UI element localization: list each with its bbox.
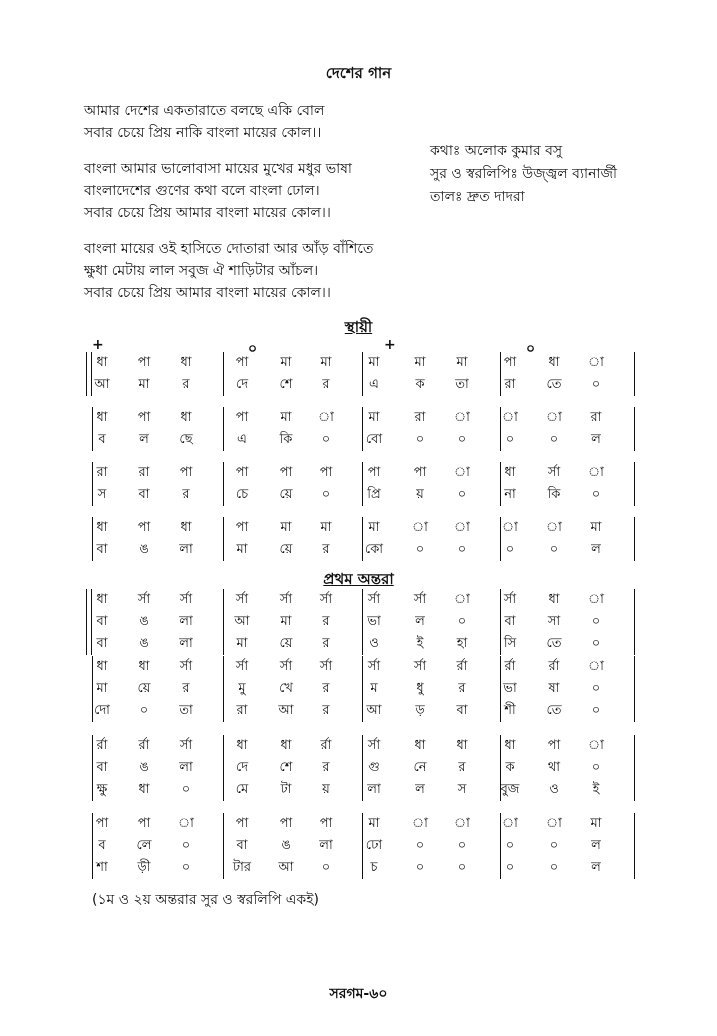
syllable-cell: হা — [456, 636, 468, 651]
swara-cell: া — [588, 465, 604, 480]
taal-credit: তালঃ দ্রুত দাদরা — [430, 189, 525, 205]
syllable-cell: র — [458, 760, 466, 775]
swara-cell: া — [588, 738, 604, 753]
syllable-cell: মা — [236, 636, 248, 651]
swara-cell: পা — [279, 816, 293, 831]
syllable-cell: বা — [96, 614, 108, 629]
lyric-syllable-row — [86, 779, 636, 801]
syllable-cell: ল — [591, 838, 601, 853]
swara-cell: া — [412, 816, 428, 831]
swara-cell: া — [178, 816, 194, 831]
syllable-cell: ০ — [415, 838, 425, 853]
syllable-cell: ০ — [181, 838, 191, 853]
syllable-cell: র — [322, 377, 330, 392]
swara-cell: র্রা — [320, 738, 332, 753]
swara-cell: ধা — [456, 738, 468, 753]
swara-cell: া — [454, 520, 470, 535]
syllable-cell: ০ — [549, 542, 559, 557]
syllable-cell: ০ — [591, 614, 601, 629]
syllable-cell: আ — [366, 703, 382, 718]
swara-cell: র্সা — [179, 659, 193, 674]
swara-cell: ধা — [236, 738, 248, 753]
lyric-line: বাংলা আমার ভালোবাসা মায়ের মুখের মধুর ভাষা — [84, 161, 352, 177]
swara-cell: ধা — [96, 592, 108, 607]
syllable-cell: ০ — [181, 860, 191, 875]
syllable-cell: ল — [591, 432, 601, 447]
swara-cell: রা — [590, 410, 602, 425]
syllable-cell: ০ — [457, 542, 467, 557]
swara-cell: র্সা — [235, 659, 249, 674]
syllable-cell: কি — [279, 432, 293, 447]
syllable-cell: র — [322, 703, 330, 718]
swara-cell: ধা — [96, 410, 108, 425]
syllable-cell: ই — [416, 636, 424, 651]
lyric-syllable-row — [86, 700, 636, 722]
song-title: দেশের গান — [325, 64, 392, 82]
taal-marker: + — [384, 337, 396, 353]
syllable-cell: ল — [415, 782, 425, 797]
syllable-cell: ০ — [321, 487, 331, 502]
credits — [430, 140, 617, 209]
swara-cell: র্সা — [319, 592, 333, 607]
swara-cell: ধা — [280, 738, 292, 753]
syllable-cell: ব — [98, 838, 106, 853]
swara-cell: পা — [179, 465, 193, 480]
lyrics-stanza — [84, 100, 444, 144]
swara-cell: র্সা — [279, 659, 293, 674]
swara-cell: ধা — [504, 465, 516, 480]
swara-cell: া — [546, 520, 562, 535]
syllable-cell: ভা — [367, 614, 381, 629]
swara-row — [86, 735, 636, 757]
swara-cell: পা — [413, 465, 427, 480]
swara-cell: ধা — [96, 520, 108, 535]
syllable-cell: লা — [179, 542, 193, 557]
lyric-line: আমার দেশের একতারাতে বলছে একি বোল — [84, 103, 325, 119]
syllable-cell: ঙ — [139, 614, 149, 629]
lyric-syllable-row — [86, 835, 636, 857]
notation-block — [86, 407, 636, 451]
syllable-cell: লা — [319, 838, 333, 853]
syllable-cell: ঙ — [281, 838, 291, 853]
syllable-cell: শী — [504, 703, 516, 718]
swara-cell: র্সা — [179, 738, 193, 753]
syllable-cell: নে — [413, 760, 427, 775]
swara-cell: মা — [320, 520, 332, 535]
page-number: সরগম-৬০ — [329, 986, 388, 1002]
syllable-cell: টা — [280, 782, 292, 797]
syllable-cell: ই — [592, 782, 600, 797]
syllable-cell: ঙ — [139, 542, 149, 557]
notation-block — [86, 517, 636, 561]
syllable-cell: মা — [236, 542, 248, 557]
syllable-cell: রা — [236, 703, 248, 718]
syllable-cell: লে — [136, 838, 152, 853]
syllable-cell: ড় — [415, 703, 425, 718]
swara-cell: র্সা — [319, 659, 333, 674]
swara-cell: র্সা — [179, 592, 193, 607]
lyric-syllable-row — [86, 678, 636, 700]
swara-cell: র্সা — [547, 465, 561, 480]
syllable-cell: ০ — [505, 860, 515, 875]
swara-cell: ধা — [504, 738, 516, 753]
syllable-cell: তা — [455, 377, 469, 392]
syllable-cell: ০ — [591, 636, 601, 651]
composer-credit: সুর ও স্বরলিপিঃ উজ্জ্বল ব্যানার্জী — [430, 166, 618, 182]
swara-cell: পা — [137, 520, 151, 535]
syllable-cell: য় — [322, 782, 330, 797]
swara-cell: পা — [235, 816, 249, 831]
syllable-cell: ০ — [181, 782, 191, 797]
syllable-cell: সি — [503, 636, 517, 651]
swara-row — [86, 813, 636, 835]
swara-cell: পা — [547, 738, 561, 753]
syllable-cell: ০ — [321, 860, 331, 875]
syllable-cell: স — [457, 782, 467, 797]
swara-cell: র্সা — [279, 592, 293, 607]
swara-cell: ধা — [96, 659, 108, 674]
syllable-cell: ভা — [503, 681, 517, 696]
swara-cell: মা — [280, 520, 292, 535]
syllable-cell: তে — [546, 636, 562, 651]
swara-cell: া — [454, 816, 470, 831]
syllable-cell: র — [322, 760, 330, 775]
syllable-cell: এ — [369, 377, 379, 392]
syllable-cell: ড়ী — [137, 860, 151, 875]
swara-cell: া — [546, 410, 562, 425]
swara-cell: পা — [235, 355, 249, 370]
syllable-cell: তে — [546, 703, 562, 718]
syllable-cell: ক — [415, 377, 425, 392]
swara-cell: পা — [319, 816, 333, 831]
swara-row — [86, 589, 636, 611]
antara-heading: প্রথম অন্তরা — [323, 570, 394, 588]
syllable-cell: ম — [370, 681, 378, 696]
lyric-line: সবার চেয়ে প্রিয় আমার বাংলা মায়ের কোল।। — [84, 285, 331, 301]
syllable-cell: ০ — [591, 487, 601, 502]
syllable-cell: ছে — [179, 432, 193, 447]
syllable-cell: লা — [179, 760, 193, 775]
swara-cell: া — [454, 410, 470, 425]
swara-cell: মা — [456, 355, 468, 370]
lyric-line: সবার চেয়ে প্রিয় নাকি বাংলা মায়ের কোল।। — [84, 125, 322, 141]
syllable-cell: ০ — [549, 432, 559, 447]
syllable-cell: ০ — [457, 432, 467, 447]
lyric-syllable-row — [86, 633, 636, 655]
syllable-cell: তা — [179, 703, 193, 718]
swara-cell: মা — [590, 520, 602, 535]
syllable-cell: প্রি — [367, 487, 381, 502]
syllable-cell: রা — [504, 377, 516, 392]
syllable-cell: আ — [94, 377, 110, 392]
syllable-cell: লা — [179, 636, 193, 651]
syllable-cell: ০ — [505, 542, 515, 557]
syllable-cell: লা — [179, 614, 193, 629]
lyricist-credit: কথাঃ অলোক কুমার বসু — [430, 143, 563, 159]
syllable-cell: র — [322, 542, 330, 557]
swara-row — [86, 656, 636, 678]
lyric-syllable-row — [86, 857, 636, 879]
syllable-cell: ০ — [457, 838, 467, 853]
syllable-cell: ঙ — [139, 760, 149, 775]
swara-cell: র্সা — [367, 738, 381, 753]
syllable-cell: ল — [591, 542, 601, 557]
syllable-cell: ঢো — [365, 838, 383, 853]
syllable-cell: ষা — [548, 681, 560, 696]
swara-cell: পা — [137, 816, 151, 831]
syllable-cell: ০ — [139, 703, 149, 718]
syllable-cell: বা — [96, 636, 108, 651]
lyric-syllable-row — [86, 429, 636, 451]
syllable-cell: ০ — [415, 542, 425, 557]
syllable-cell: থা — [547, 760, 561, 775]
syllable-cell: ক — [505, 760, 515, 775]
notation-block — [86, 589, 636, 655]
syllable-cell: চ — [370, 860, 378, 875]
lyric-line: বাংলাদেশের গুণের কথা বলে বাংলা ঢোল। — [84, 183, 320, 199]
syllable-cell: খে — [279, 681, 293, 696]
lyric-syllable-row — [86, 757, 636, 779]
syllable-cell: ০ — [591, 681, 601, 696]
syllable-cell: বো — [365, 432, 383, 447]
swara-cell: া — [502, 816, 518, 831]
swara-cell: রা — [138, 465, 150, 480]
lyrics-stanza — [84, 238, 444, 304]
swara-cell: র্সা — [413, 592, 427, 607]
swara-cell: া — [412, 520, 428, 535]
lyrics — [84, 100, 444, 318]
taal-marker: ০ — [248, 341, 258, 357]
syllable-cell: য়ে — [279, 487, 293, 502]
swara-cell: র্সা — [235, 592, 249, 607]
swara-cell: মা — [368, 355, 380, 370]
swara-cell: মা — [280, 410, 292, 425]
lyric-line: বাংলা মায়ের ওই হাসিতে দোতারা আর আঁড় বাঁশিতে — [84, 241, 374, 257]
syllable-cell: ০ — [321, 432, 331, 447]
swara-cell: ধা — [96, 355, 108, 370]
syllable-cell: ধা — [138, 782, 150, 797]
swara-cell: রা — [96, 465, 108, 480]
swara-cell: ধা — [180, 410, 192, 425]
syllable-cell: বা — [456, 703, 468, 718]
syllable-cell: আ — [278, 703, 294, 718]
syllable-cell: দো — [94, 703, 110, 718]
swara-cell: মা — [368, 520, 380, 535]
swara-cell: া — [454, 465, 470, 480]
swara-cell: মা — [320, 355, 332, 370]
syllable-cell: ঙ — [139, 636, 149, 651]
swara-cell: র্রা — [548, 659, 560, 674]
syllable-cell: বা — [236, 838, 248, 853]
syllable-cell: ধু — [416, 681, 424, 696]
swara-row — [86, 407, 636, 429]
syllable-cell: শে — [279, 760, 293, 775]
notation-block — [86, 735, 636, 801]
notation-block — [86, 813, 636, 879]
swara-cell: ধা — [138, 659, 150, 674]
lyric-syllable-row — [86, 539, 636, 561]
swara-cell: া — [502, 520, 518, 535]
syllable-cell: য় — [416, 487, 424, 502]
swara-cell: মা — [280, 355, 292, 370]
lyric-line: সবার চেয়ে প্রিয় আমার বাংলা মায়ের কোল।। — [84, 205, 331, 221]
syllable-cell: মে — [235, 782, 249, 797]
syllable-cell: ও — [369, 636, 379, 651]
syllable-cell: কো — [364, 542, 384, 557]
syllable-cell: ০ — [457, 614, 467, 629]
taal-markers — [86, 337, 636, 357]
syllable-cell: র — [182, 681, 190, 696]
syllable-cell: বুজ — [500, 782, 520, 797]
syllable-cell: বা — [138, 487, 150, 502]
swara-cell: া — [502, 410, 518, 425]
syllable-cell: না — [504, 487, 516, 502]
syllable-cell: র — [322, 681, 330, 696]
syllable-cell: ০ — [505, 432, 515, 447]
syllable-cell: র — [322, 636, 330, 651]
swara-cell: া — [546, 816, 562, 831]
syllable-cell: ০ — [415, 432, 425, 447]
swara-cell: মা — [368, 410, 380, 425]
syllable-cell: ল — [139, 432, 149, 447]
syllable-cell: বা — [96, 760, 108, 775]
taal-marker: ০ — [526, 341, 536, 357]
notation-block — [86, 462, 636, 506]
syllable-cell: ০ — [549, 838, 559, 853]
swara-cell: র্সা — [367, 592, 381, 607]
syllable-cell: য়ে — [279, 542, 293, 557]
syllable-cell: বা — [504, 614, 516, 629]
swara-cell: ধা — [548, 592, 560, 607]
syllable-cell: র — [182, 377, 190, 392]
syllable-cell: মা — [96, 681, 108, 696]
swara-cell: পা — [319, 465, 333, 480]
syllable-cell: আ — [278, 860, 294, 875]
swara-cell: া — [588, 355, 604, 370]
swara-cell: া — [588, 659, 604, 674]
taal-marker: + — [92, 337, 104, 353]
syllable-cell: কি — [547, 487, 561, 502]
swara-cell: পা — [279, 465, 293, 480]
lyric-line: ক্ষুধা মেটায় লাল সবুজ ঐ শাড়িটার আঁচল। — [84, 263, 319, 279]
footnote: (১ম ও ২য় অন্তরার সুর ও স্বরলিপি একই) — [92, 892, 319, 908]
swara-cell: র্সা — [413, 659, 427, 674]
lyric-syllable-row — [86, 484, 636, 506]
syllable-cell: দে — [235, 377, 249, 392]
swara-cell: পা — [503, 355, 517, 370]
swara-cell: পা — [235, 465, 249, 480]
swara-row — [86, 352, 636, 374]
lyrics-stanza — [84, 158, 444, 224]
swara-cell: পা — [137, 410, 151, 425]
swara-cell: র্রা — [504, 659, 516, 674]
syllable-cell: ল — [591, 860, 601, 875]
swara-cell: ধা — [180, 520, 192, 535]
syllable-cell: য়ে — [279, 636, 293, 651]
swara-cell: ধা — [180, 355, 192, 370]
swara-cell: মা — [368, 816, 380, 831]
swara-cell: া — [318, 410, 334, 425]
syllable-cell: শে — [279, 377, 293, 392]
sthayi-heading: স্থায়ী — [344, 318, 373, 336]
swara-cell: ধা — [414, 738, 426, 753]
swara-cell: র্রা — [96, 738, 108, 753]
syllable-cell: গু — [368, 760, 380, 775]
swara-cell: ধা — [548, 355, 560, 370]
syllable-cell: ব — [98, 432, 106, 447]
syllable-cell: ০ — [505, 838, 515, 853]
syllable-cell: ০ — [457, 860, 467, 875]
swara-row — [86, 517, 636, 539]
syllable-cell: য়ে — [137, 681, 151, 696]
notation-block — [86, 352, 636, 396]
syllable-cell: তে — [546, 377, 562, 392]
syllable-cell: র — [182, 487, 190, 502]
syllable-cell: ০ — [415, 860, 425, 875]
swara-cell: পা — [95, 816, 109, 831]
swara-cell: মা — [414, 355, 426, 370]
swara-cell: পা — [367, 465, 381, 480]
swara-cell: পা — [137, 355, 151, 370]
syllable-cell: চে — [235, 487, 249, 502]
swara-cell: মা — [590, 816, 602, 831]
swara-cell: র্সা — [367, 659, 381, 674]
syllable-cell: মা — [138, 377, 150, 392]
swara-row — [86, 462, 636, 484]
syllable-cell: ০ — [591, 703, 601, 718]
syllable-cell: সা — [547, 614, 561, 629]
swara-cell: র্সা — [503, 592, 517, 607]
syllable-cell: আ — [234, 614, 250, 629]
swara-cell: রা — [414, 410, 426, 425]
lyric-syllable-row — [86, 611, 636, 633]
syllable-cell: র — [458, 681, 466, 696]
syllable-cell: ০ — [457, 487, 467, 502]
swara-cell: া — [454, 592, 470, 607]
syllable-cell: টার — [232, 860, 251, 875]
syllable-cell: ০ — [549, 860, 559, 875]
swara-cell: র্রা — [138, 738, 150, 753]
syllable-cell: র — [322, 614, 330, 629]
syllable-cell: ০ — [591, 760, 601, 775]
syllable-cell: শা — [96, 860, 108, 875]
syllable-cell: এ — [237, 432, 247, 447]
swara-cell: র্সা — [137, 592, 151, 607]
syllable-cell: লা — [367, 782, 381, 797]
syllable-cell: ল — [415, 614, 425, 629]
syllable-cell: ও — [549, 782, 559, 797]
syllable-cell: ক্ষু — [96, 782, 108, 797]
syllable-cell: দে — [235, 760, 249, 775]
syllable-cell: মু — [238, 681, 246, 696]
swara-cell: া — [588, 592, 604, 607]
notation-block — [86, 656, 636, 722]
syllable-cell: মা — [280, 614, 292, 629]
swara-cell: র্রা — [456, 659, 468, 674]
swara-cell: পা — [235, 520, 249, 535]
lyric-syllable-row — [86, 374, 636, 396]
syllable-cell: বা — [96, 542, 108, 557]
syllable-cell: ০ — [591, 377, 601, 392]
syllable-cell: স — [97, 487, 107, 502]
swara-cell: পা — [235, 410, 249, 425]
